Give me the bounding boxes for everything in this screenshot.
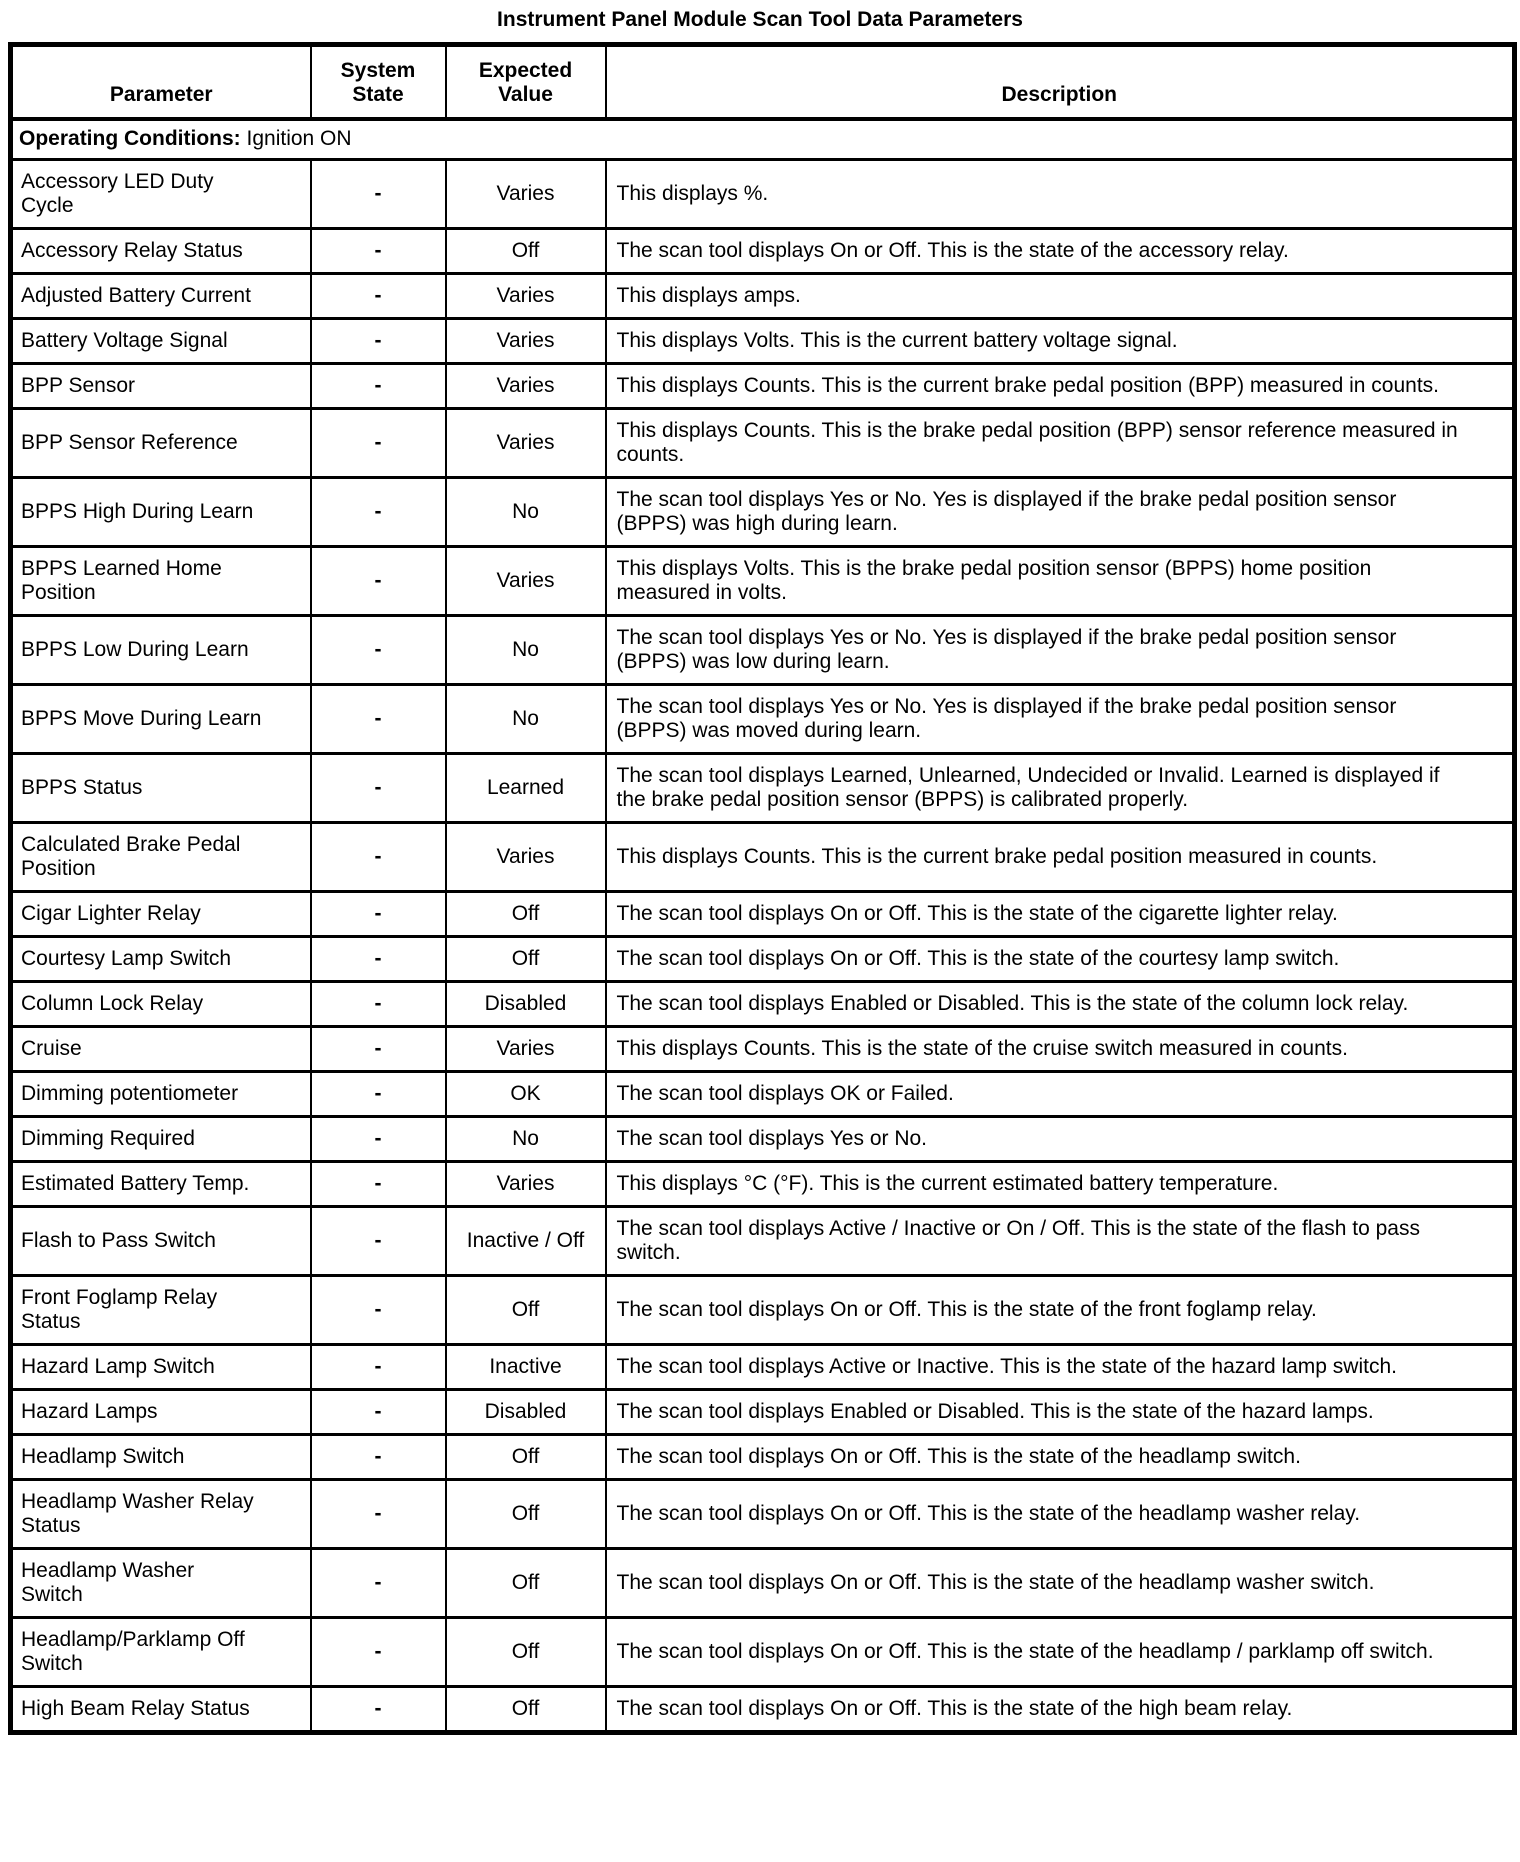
table-row: [11, 1072, 1515, 1117]
table-row: [11, 1345, 1515, 1390]
system-state-cell: -: [311, 823, 446, 892]
table-row: [11, 547, 1515, 616]
table-row: [11, 754, 1515, 823]
parameter-cell: Hazard Lamps: [11, 1390, 311, 1435]
system-state-cell: -: [311, 1618, 446, 1687]
description-cell: The scan tool displays On or Off. This is the state of the front foglamp relay.: [606, 1276, 1515, 1345]
system-state-cell: -: [311, 1117, 446, 1162]
parameter-cell: Dimming Required: [11, 1117, 311, 1162]
parameter-cell: Headlamp Switch: [11, 1435, 311, 1480]
system-state-cell: -: [311, 1027, 446, 1072]
parameter-cell: Headlamp/Parklamp Off Switch: [11, 1618, 311, 1687]
operating-conditions-cell: [11, 119, 1515, 160]
description-cell: This displays Volts. This is the current battery voltage signal.: [606, 319, 1515, 364]
table-row: [11, 1207, 1515, 1276]
system-state-cell: -: [311, 160, 446, 229]
description-cell: This displays %.: [606, 160, 1515, 229]
parameter-cell: Flash to Pass Switch: [11, 1207, 311, 1276]
parameter-cell: BPPS Status: [11, 754, 311, 823]
description-cell: The scan tool displays Yes or No. Yes is displayed if the brake pedal position sensor (BPPS) was high during learn.: [606, 478, 1515, 547]
description-cell: This displays Volts. This is the brake pedal position sensor (BPPS) home position measured in volts.: [606, 547, 1515, 616]
description-cell: The scan tool displays On or Off. This is the state of the headlamp / parklamp off switch.: [606, 1618, 1515, 1687]
description-cell: The scan tool displays On or Off. This is the state of the cigarette lighter relay.: [606, 892, 1515, 937]
expected-value-cell: Learned: [446, 754, 606, 823]
description-cell: The scan tool displays Enabled or Disabled. This is the state of the column lock relay.: [606, 982, 1515, 1027]
expected-value-cell: Disabled: [446, 1390, 606, 1435]
description-cell: The scan tool displays Active or Inactive. This is the state of the hazard lamp switch.: [606, 1345, 1515, 1390]
expected-value-cell: Off: [446, 1549, 606, 1618]
description-cell: This displays Counts. This is the current brake pedal position measured in counts.: [606, 823, 1515, 892]
system-state-cell: -: [311, 1162, 446, 1207]
parameter-cell: High Beam Relay Status: [11, 1687, 311, 1733]
table-row: [11, 982, 1515, 1027]
table-row: [11, 937, 1515, 982]
expected-value-cell: Disabled: [446, 982, 606, 1027]
header-description: Description: [606, 45, 1515, 120]
system-state-cell: -: [311, 364, 446, 409]
system-state-cell: -: [311, 409, 446, 478]
parameter-cell: Cigar Lighter Relay: [11, 892, 311, 937]
table-header-row: [11, 45, 1515, 120]
description-cell: The scan tool displays On or Off. This is the state of the headlamp washer switch.: [606, 1549, 1515, 1618]
description-cell: The scan tool displays Enabled or Disabled. This is the state of the hazard lamps.: [606, 1390, 1515, 1435]
description-cell: The scan tool displays On or Off. This is the state of the headlamp washer relay.: [606, 1480, 1515, 1549]
table-row: [11, 364, 1515, 409]
expected-value-cell: Varies: [446, 547, 606, 616]
parameter-cell: BPPS Learned Home Position: [11, 547, 311, 616]
parameter-cell: Adjusted Battery Current: [11, 274, 311, 319]
description-cell: This displays Counts. This is the state of the cruise switch measured in counts.: [606, 1027, 1515, 1072]
expected-value-cell: Inactive: [446, 1345, 606, 1390]
table-row: [11, 1480, 1515, 1549]
parameter-cell: Dimming potentiometer: [11, 1072, 311, 1117]
table-row: [11, 823, 1515, 892]
table-row: [11, 1162, 1515, 1207]
operating-conditions-label: Operating Conditions:: [19, 127, 241, 150]
description-cell: The scan tool displays On or Off. This is the state of the headlamp switch.: [606, 1435, 1515, 1480]
parameter-cell: Estimated Battery Temp.: [11, 1162, 311, 1207]
parameter-cell: Accessory LED Duty Cycle: [11, 160, 311, 229]
expected-value-cell: Off: [446, 1435, 606, 1480]
system-state-cell: -: [311, 1480, 446, 1549]
description-cell: This displays Counts. This is the brake pedal position (BPP) sensor reference measured in counts.: [606, 409, 1515, 478]
expected-value-cell: No: [446, 616, 606, 685]
table-row: [11, 1435, 1515, 1480]
description-cell: The scan tool displays On or Off. This is the state of the courtesy lamp switch.: [606, 937, 1515, 982]
expected-value-cell: Varies: [446, 1162, 606, 1207]
expected-value-cell: Inactive / Off: [446, 1207, 606, 1276]
system-state-cell: -: [311, 754, 446, 823]
description-cell: The scan tool displays Yes or No. Yes is displayed if the brake pedal position sensor (BPPS) was moved during learn.: [606, 685, 1515, 754]
parameter-cell: Hazard Lamp Switch: [11, 1345, 311, 1390]
system-state-cell: -: [311, 1207, 446, 1276]
table-row: [11, 1549, 1515, 1618]
table-row: [11, 274, 1515, 319]
parameter-cell: BPP Sensor Reference: [11, 409, 311, 478]
expected-value-cell: Varies: [446, 274, 606, 319]
system-state-cell: -: [311, 274, 446, 319]
system-state-cell: -: [311, 1549, 446, 1618]
expected-value-cell: Off: [446, 1687, 606, 1733]
expected-value-cell: No: [446, 478, 606, 547]
expected-value-cell: No: [446, 685, 606, 754]
system-state-cell: -: [311, 616, 446, 685]
description-cell: The scan tool displays Active / Inactive or On / Off. This is the state of the flash to pass switch.: [606, 1207, 1515, 1276]
description-cell: The scan tool displays Yes or No. Yes is displayed if the brake pedal position sensor (BPPS) was low during learn.: [606, 616, 1515, 685]
table-row: [11, 685, 1515, 754]
system-state-cell: -: [311, 892, 446, 937]
expected-value-cell: Off: [446, 1276, 606, 1345]
header-system-state: System State: [311, 45, 446, 120]
description-cell: The scan tool displays On or Off. This is the state of the high beam relay.: [606, 1687, 1515, 1733]
table-row: [11, 1276, 1515, 1345]
scan-tool-parameters-table: [8, 42, 1517, 1735]
description-cell: This displays amps.: [606, 274, 1515, 319]
parameter-cell: Column Lock Relay: [11, 982, 311, 1027]
description-cell: The scan tool displays OK or Failed.: [606, 1072, 1515, 1117]
parameter-cell: BPPS High During Learn: [11, 478, 311, 547]
description-cell: The scan tool displays Yes or No.: [606, 1117, 1515, 1162]
expected-value-cell: Varies: [446, 823, 606, 892]
system-state-cell: -: [311, 547, 446, 616]
table-row: [11, 409, 1515, 478]
description-cell: This displays °C (°F). This is the current estimated battery temperature.: [606, 1162, 1515, 1207]
expected-value-cell: Off: [446, 892, 606, 937]
parameter-cell: BPPS Low During Learn: [11, 616, 311, 685]
table-row: [11, 1687, 1515, 1733]
parameter-cell: Battery Voltage Signal: [11, 319, 311, 364]
system-state-cell: -: [311, 1345, 446, 1390]
description-cell: The scan tool displays Learned, Unlearned, Undecided or Invalid. Learned is displayed if the brake pedal position sensor (BPPS) is calibrated properly.: [606, 754, 1515, 823]
expected-value-cell: Varies: [446, 319, 606, 364]
header-expected-value: Expected Value: [446, 45, 606, 120]
operating-conditions-value: Ignition ON: [246, 127, 352, 150]
description-cell: This displays Counts. This is the current brake pedal position (BPP) measured in counts.: [606, 364, 1515, 409]
operating-conditions-row: [11, 119, 1515, 160]
system-state-cell: -: [311, 982, 446, 1027]
table-row: [11, 1117, 1515, 1162]
expected-value-cell: OK: [446, 1072, 606, 1117]
parameter-cell: Accessory Relay Status: [11, 229, 311, 274]
table-row: [11, 1027, 1515, 1072]
expected-value-cell: Varies: [446, 364, 606, 409]
parameter-cell: Cruise: [11, 1027, 311, 1072]
system-state-cell: -: [311, 1435, 446, 1480]
table-row: [11, 319, 1515, 364]
system-state-cell: -: [311, 319, 446, 364]
table-row: [11, 160, 1515, 229]
system-state-cell: -: [311, 229, 446, 274]
expected-value-cell: Varies: [446, 160, 606, 229]
header-parameter: Parameter: [11, 45, 311, 120]
parameter-cell: Courtesy Lamp Switch: [11, 937, 311, 982]
table-row: [11, 1390, 1515, 1435]
system-state-cell: -: [311, 1072, 446, 1117]
parameter-cell: BPP Sensor: [11, 364, 311, 409]
table-row: [11, 1618, 1515, 1687]
system-state-cell: -: [311, 1687, 446, 1733]
page-title: Instrument Panel Module Scan Tool Data Parameters: [497, 8, 1023, 31]
parameter-cell: Front Foglamp Relay Status: [11, 1276, 311, 1345]
table-row: [11, 616, 1515, 685]
system-state-cell: -: [311, 478, 446, 547]
system-state-cell: -: [311, 937, 446, 982]
system-state-cell: -: [311, 1390, 446, 1435]
expected-value-cell: Off: [446, 1480, 606, 1549]
expected-value-cell: Varies: [446, 1027, 606, 1072]
table-row: [11, 478, 1515, 547]
expected-value-cell: No: [446, 1117, 606, 1162]
system-state-cell: -: [311, 685, 446, 754]
expected-value-cell: Off: [446, 1618, 606, 1687]
parameter-cell: Headlamp Washer Switch: [11, 1549, 311, 1618]
table-row: [11, 892, 1515, 937]
table-row: [11, 229, 1515, 274]
parameter-cell: BPPS Move During Learn: [11, 685, 311, 754]
parameter-cell: Calculated Brake Pedal Position: [11, 823, 311, 892]
expected-value-cell: Varies: [446, 409, 606, 478]
parameter-cell: Headlamp Washer Relay Status: [11, 1480, 311, 1549]
description-cell: The scan tool displays On or Off. This is the state of the accessory relay.: [606, 229, 1515, 274]
system-state-cell: -: [311, 1276, 446, 1345]
expected-value-cell: Off: [446, 937, 606, 982]
expected-value-cell: Off: [446, 229, 606, 274]
